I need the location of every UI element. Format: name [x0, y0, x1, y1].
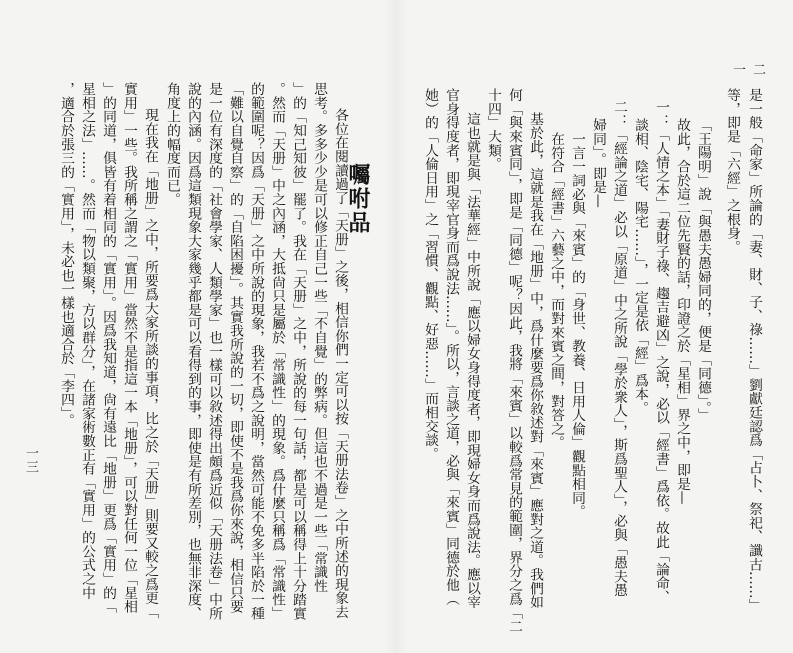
text-column: ，適合於張三的「實用」，未必也一樣也適合於「李四」。 — [58, 82, 74, 427]
text-column: 實用」一些。我所稱之謂之「實用」當然不是指這一本「地册」，可以對任何一位「星相 — [121, 82, 137, 614]
text-column: 說的內涵。因爲這類現象大家幾乎都是可以看得到的事，即使是有所差別，也無非深度、 — [185, 82, 201, 621]
text-column: 現在我在「地册」之中，所要爲大家所談的事項，比之於「天册」則要又較之爲更「 — [142, 108, 158, 619]
text-column: 在符合「經書」六藝之中，而對來賓之間，對答之。 — [548, 132, 564, 450]
text-column: 官身得度者，即現宰官身而爲說法……」。所以，言談之道，必與「來賓」同德於他（ — [443, 88, 459, 606]
text-column: 角度上的幅度而已。 — [164, 82, 180, 207]
text-column: 談相、陰宅、陽宅……」，一定是依「經」爲本。 — [632, 118, 648, 415]
text-column: 」的「知己知彼」罷了。我在「天册」之中，所說的每一句話，都是可以稱得上十分踏實 — [290, 82, 306, 621]
text-column: 一言一詞必與「來賓」的「身世、教養、日用人倫」觀點相同。 — [569, 132, 585, 519]
page-number: 一二 — [733, 63, 774, 78]
text-column: 二：「經論之道」必以「原道」中之所說「學於衆人」，斯爲聖人」，必與「愚夫愚 — [611, 100, 627, 597]
chapter-title: 囑咐品 — [345, 163, 371, 235]
text-column: 是一位有深度的「社會學家、人類學家」也一樣可以敘述得出頗爲近似「天册法卷」中所 — [206, 82, 222, 621]
text-column: 婦同」。即是— — [590, 118, 606, 208]
right-page — [397, 0, 793, 653]
text-column: 。然而「天册」中之內涵，大抵尙只是屬於「常識性」的現象。爲什麼只稱爲「常識性」 — [269, 82, 285, 621]
text-column: 一：「人情之本」「妻財子祿、趨吉避凶」之說，必以「經書」爲依。故此「論命、 — [653, 100, 669, 604]
text-column: 思考。多多少少是可以修正自己一些「不自覺」的弊病。但這也不過是一些「常識性 — [311, 82, 327, 593]
text-column: 這也就是與「法華經」中所說「應以婦女身得度者，即現婦女身而爲說法。應以宰 — [464, 112, 480, 609]
text-column: 十四」大類。 — [485, 88, 501, 171]
text-column: 各位在閱讀過了「天册」之後，相信你們一定可以按「天册法卷」之中所述的現象去 — [332, 108, 348, 619]
text-column: 基於此，這就是我在「地册」中，爲什麼要爲你敘述對「來賓」應對之道。我們如 — [527, 112, 543, 609]
text-column: 等，即是「六經」之根身。 — [724, 88, 740, 254]
page-number: 一三 — [23, 446, 38, 474]
text-column: 是一般「命家」所論的「妻、財、子、祿……」劉獻廷認爲「占卜、祭祀、讖古……」 — [746, 88, 762, 613]
text-column: 故此，合於這二位先賢的話，印證之於「星相」界之中，即是— — [674, 118, 690, 505]
text-column: 」的同道，俱皆有着相同的「實用」。因爲我知道，尙有遠比「地册」更爲「實用」的「 — [100, 82, 116, 614]
text-column: 她）的「人倫日用」之「習慣、觀點、好惡……」而相交談。 — [422, 88, 438, 461]
text-column: 星相之法」……。然而「物以類聚，方以群分」，在諸家術數正有「實用」的公式之中 — [79, 82, 95, 600]
text-column: 的範圍呢？因爲「天册」之中所說的現象，我若不爲之說明，當然可能不免多半陷於一種 — [248, 82, 264, 621]
text-column: 「王陽明」說「與愚夫愚婦同的，便是「同德」。」 — [695, 118, 711, 422]
text-column: 何「與來賓同」，即是「同德」呢？因此，我將「來賓」以較爲常見的範圍，界分之爲「二 — [506, 88, 522, 634]
text-column: 「難以自覺自察」的「自陷困擾」。其實我所說的一切，即使不是我爲你來說，相信只要 — [227, 82, 243, 614]
